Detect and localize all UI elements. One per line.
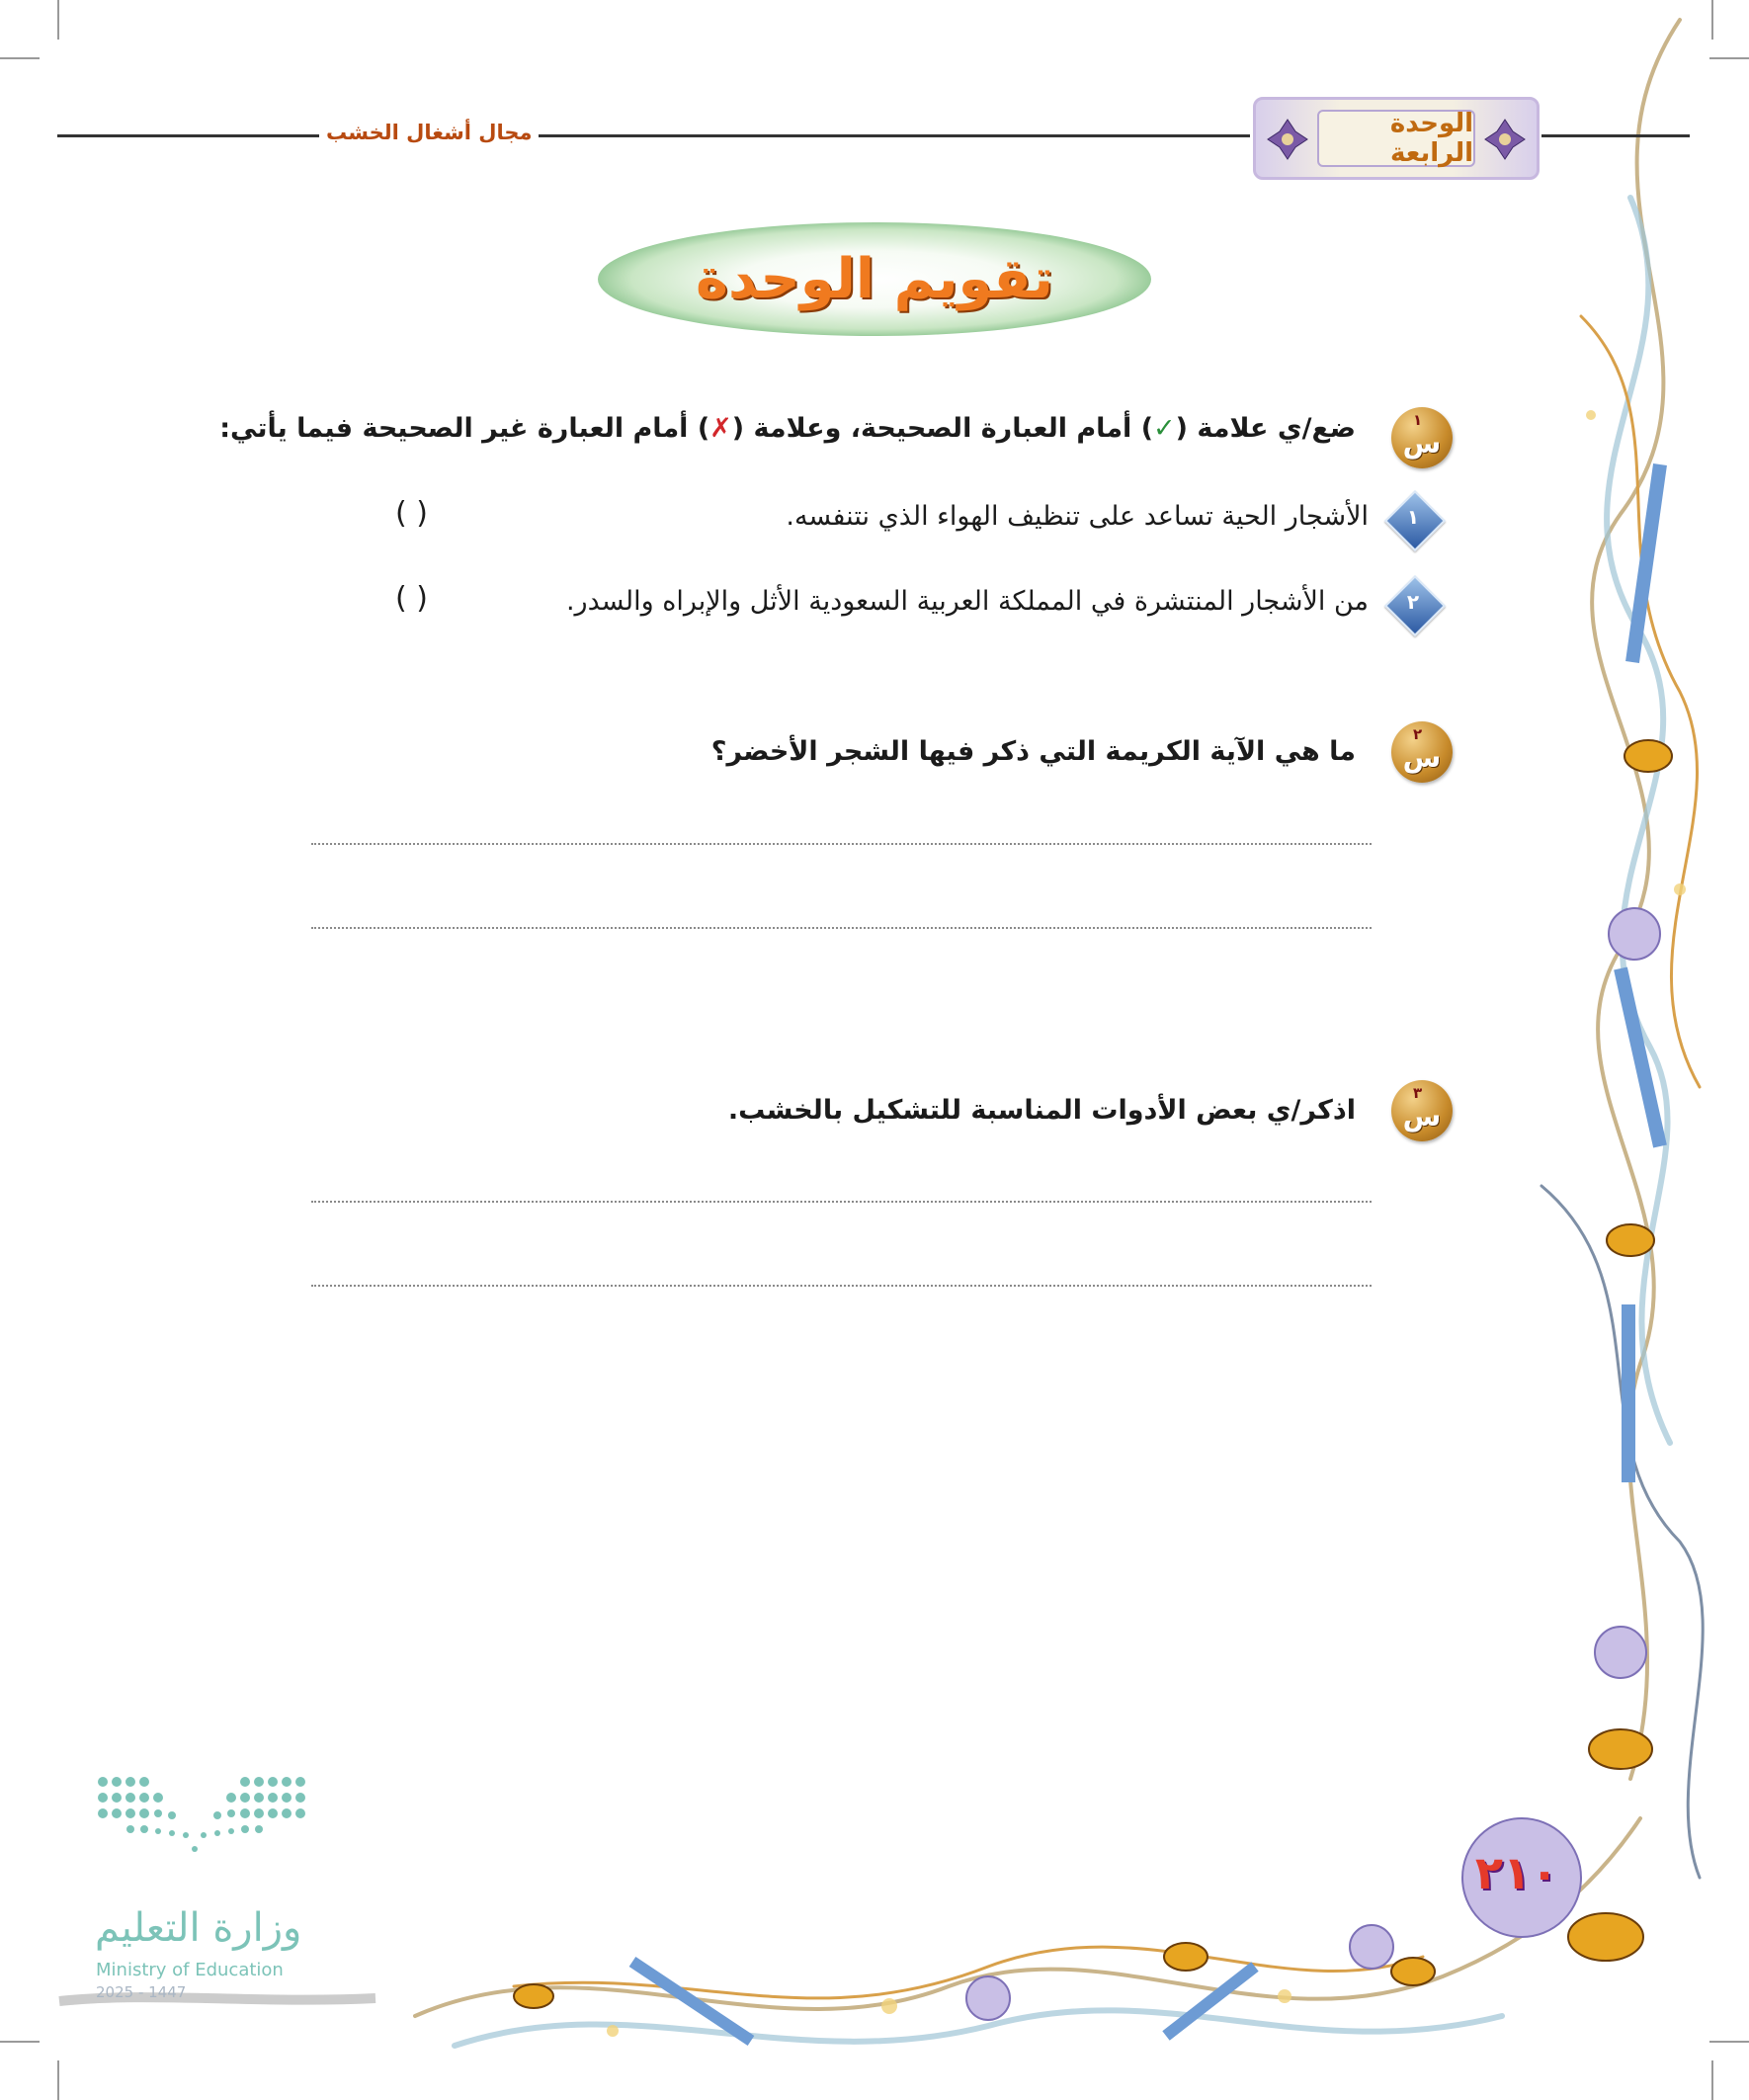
ministry-logo-dots [97,1774,309,1883]
question-1-prefix: ضع/ي علامة ( [1175,413,1356,444]
ornament-icon [1483,118,1527,161]
ornament-icon [1266,118,1309,161]
answer-line[interactable] [311,1285,1372,1287]
answer-box[interactable]: ( ) [395,496,428,531]
field-title: مجال أشغال الخشب [326,121,533,144]
page-title: تقويم الوحدة [696,247,1053,311]
ministry-year: 2025 - 1447 [96,1983,187,2001]
answer-line[interactable] [311,843,1372,845]
header-rule-left [57,134,319,137]
item-1-text: الأشجار الحية تساعد على تنظيف الهواء الذي نتنفسه. [786,501,1369,532]
answer-line[interactable] [311,927,1372,929]
question-1-suffix: ) أمام العبارة غير الصحيحة فيما يأتي: [219,413,710,444]
answer-box[interactable]: ( ) [395,581,428,616]
question-1-text [219,413,1356,444]
item-number: ١ [1406,505,1420,529]
item-number: ٢ [1406,590,1420,614]
ministry-name-ar: وزارة التعليم [95,1905,302,1951]
title-oval [598,222,1151,336]
question-number: ٣ [1413,1084,1423,1102]
question-number: ٢ [1413,725,1423,743]
question-1-middle: ) أمام العبارة الصحيحة، وعلامة ( [731,413,1154,444]
question-2-text: ما هي الآية الكريمة التي ذكر فيها الشجر الأخضر؟ [710,736,1356,767]
header-rule-right [1541,134,1690,137]
question-badge-3 [1391,1080,1453,1141]
header-rule-middle [539,134,1250,137]
unit-label: الوحدة الرابعة [1317,110,1475,167]
cross-mark-icon: ✗ [709,413,732,444]
answer-line[interactable] [311,1201,1372,1203]
question-label: س [1402,1100,1442,1133]
unit-badge [1253,97,1540,180]
check-mark-icon: ✓ [1153,413,1176,444]
question-label: س [1402,427,1442,460]
item-2-text: من الأشجار المنتشرة في المملكة العربية السعودية الأثل والإبراه والسدر. [565,586,1369,617]
question-badge-2 [1391,721,1453,783]
question-3-text: اذكر/ي بعض الأدوات المناسبة للتشكيل بالخشب. [727,1095,1356,1126]
ministry-name-en: Ministry of Education [96,1960,284,1980]
question-number: ١ [1413,411,1423,429]
question-label: س [1402,741,1442,774]
question-badge-1 [1391,407,1453,468]
page-number: ٢١٠ [1474,1846,1559,1899]
